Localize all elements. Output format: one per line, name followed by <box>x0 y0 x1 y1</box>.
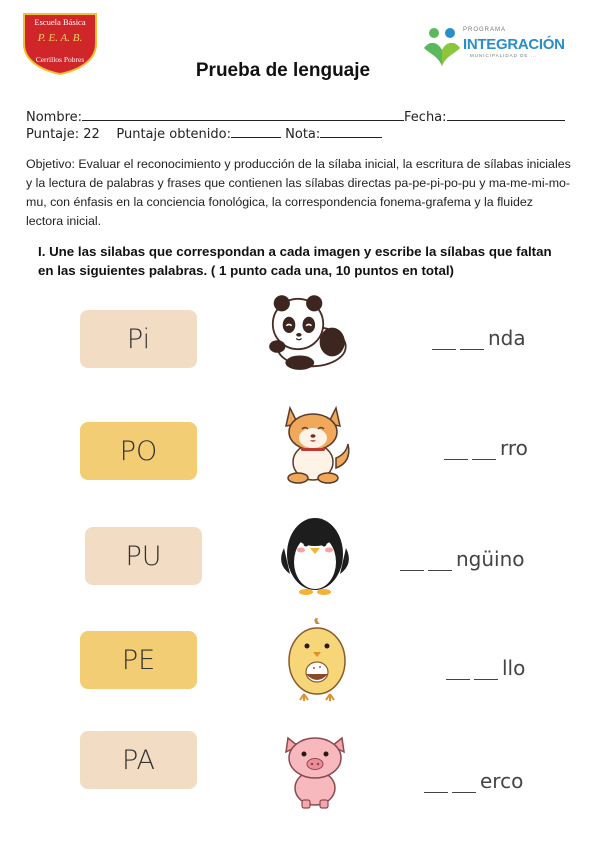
grade-label: Nota: <box>285 127 321 142</box>
obtained-field[interactable] <box>231 125 281 138</box>
blank-answer-3[interactable] <box>400 543 525 571</box>
school-crest-line-3: Cerrillos Pobres <box>35 55 85 64</box>
program-name: INTEGRACIÓN <box>463 36 565 53</box>
school-crest-line-1: Escuela Básica <box>34 17 86 27</box>
page-title: Prueba de lenguaje <box>195 60 371 81</box>
syllable-card-pe[interactable]: PE <box>80 631 197 689</box>
name-date-row <box>26 108 565 125</box>
score-label: Puntaje: 22 <box>26 127 100 142</box>
syllable-card-pa[interactable]: PA <box>80 731 197 789</box>
date-label: Fecha: <box>404 110 447 125</box>
blank-answer-1[interactable] <box>432 322 526 350</box>
name-field[interactable] <box>82 108 404 121</box>
blank-answer-4[interactable] <box>446 652 525 680</box>
score-row <box>26 125 382 142</box>
grade-field[interactable] <box>320 125 382 138</box>
word-suffix-2: rro <box>500 436 528 460</box>
program-subtitle: MUNICIPALIDAD DE ... <box>470 53 538 58</box>
panda-icon[interactable] <box>262 288 352 378</box>
syllable-card-pi[interactable]: Pi <box>80 310 197 368</box>
instruction-text: I. Une las silabas que correspondan a cada imagen y escribe la sílabas que faltan en las siguientes palabras. ( 1 punto cada una, 10 puntos en total) <box>38 244 552 278</box>
name-label: Nombre: <box>26 110 83 125</box>
chick-icon[interactable] <box>272 616 362 706</box>
date-field[interactable] <box>447 108 565 121</box>
syllable-card-pu[interactable]: PU <box>85 527 202 585</box>
word-suffix-4: llo <box>502 656 526 680</box>
blank-answer-5[interactable] <box>424 765 523 793</box>
pig-icon[interactable] <box>270 724 360 814</box>
word-suffix-1: nda <box>488 326 526 350</box>
syllable-card-po[interactable]: PO <box>80 422 197 480</box>
penguin-icon[interactable] <box>270 508 360 598</box>
word-suffix-3: ngüino <box>456 547 525 571</box>
dog-icon[interactable] <box>268 398 358 488</box>
word-suffix-5: erco <box>480 769 524 793</box>
program-supertitle: PROGRAMA <box>463 27 507 33</box>
obtained-label: Puntaje obtenido: <box>116 127 231 142</box>
school-crest-line-2: P. E. A. B. <box>37 32 83 44</box>
objective-text: Objetivo: Evaluar el reconocimiento y producción de la sílaba inicial, la escritura de sílabas iniciales y la lectura de palabras y frases que contienen las sílabas directas pa-pe-pi-po-pu y ma-me-mi-mo-mu, con énfasis en la conciencia fonológica, la correspondencia fonema-grafema y la fluidez lectora inicial. <box>26 157 571 228</box>
blank-answer-2[interactable] <box>444 432 528 460</box>
